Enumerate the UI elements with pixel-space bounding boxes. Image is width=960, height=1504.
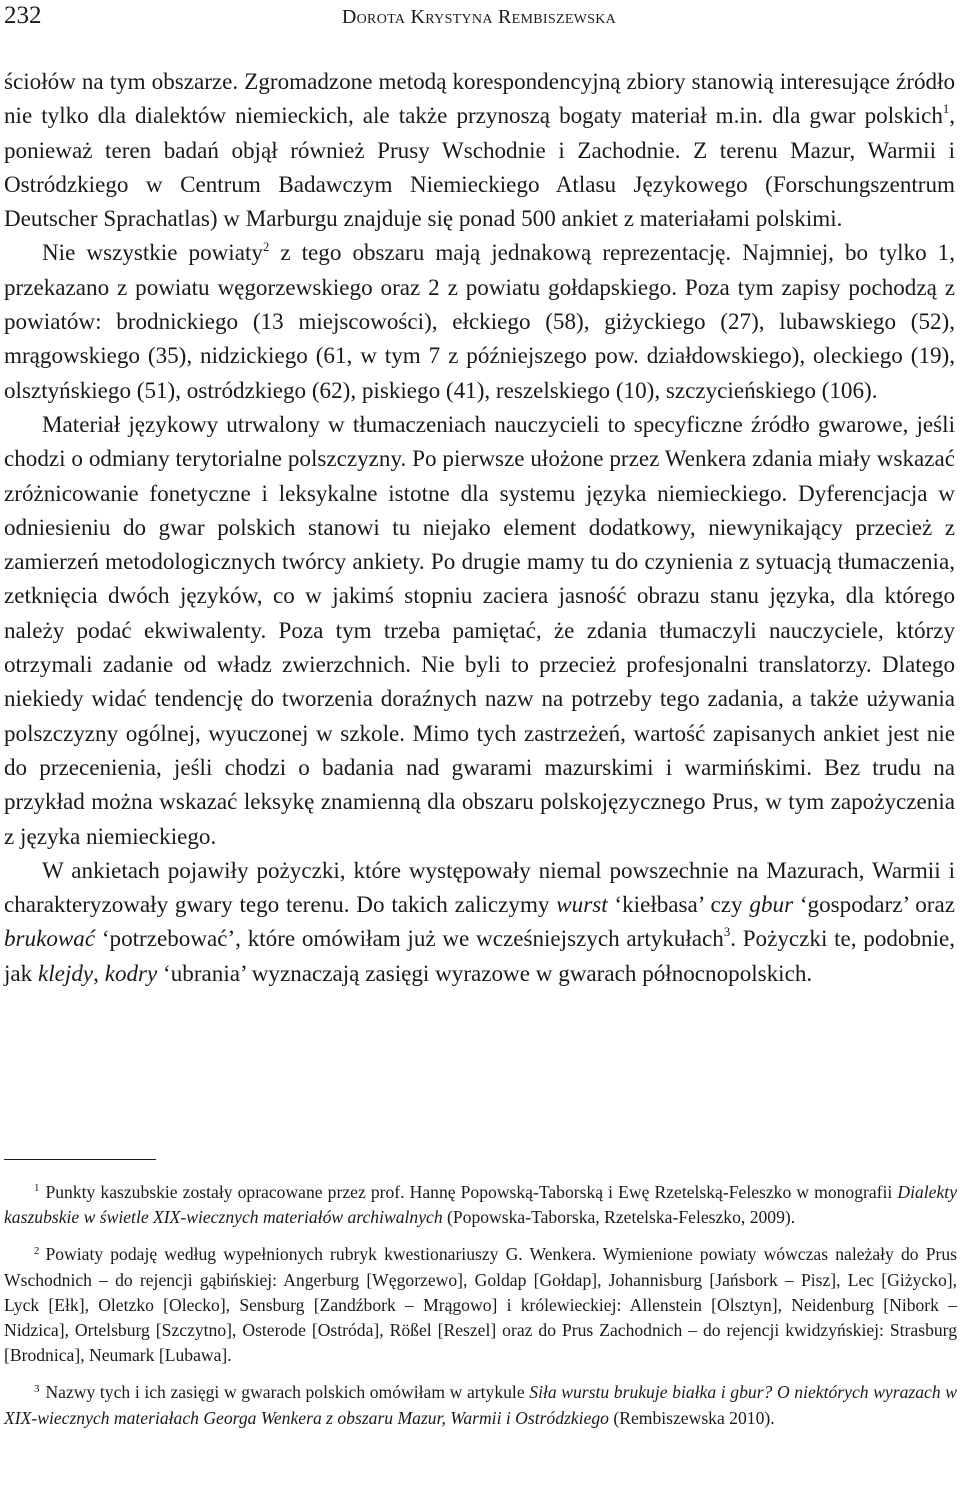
paragraph-text: W ankietach pojawiły pożyczki, które występowały niemal powszechnie na Mazurach, Warmii i charakteryzowały gwary tego terenu. Do takich zaliczymy bbox=[4, 856, 955, 918]
paragraph-text: ‘gospodarz’ oraz bbox=[793, 891, 955, 918]
paragraph-text: ‘potrzebować’, które omówiłam już we wcześniejszych artykułach bbox=[95, 925, 724, 952]
italic-title: Dialekty kaszubskie w świetle XIX-wiecznych materiałów archiwalnych bbox=[4, 1182, 957, 1228]
paragraph-text: z tego obszaru mają jednakową reprezentację. Najmniej, bo tylko 1, przekazano z powiatu węgorzewskiego oraz 2 z powiatu gołdapskiego. Poza tym zapisy pochodzą z powiatów: brodnickiego (13 miejscowości), ełckiego (58), giżyckiego (27), lubawskiego (52), mrągowskiego (35), nidzickiego (61, w tym 7 z późniejszego pow. działdowskiego), oleckiego (19), olsztyńskiego (51), ostródzkiego (62), piskiego (41), reszelskiego (10), szczycieńskiego (106). bbox=[4, 239, 955, 403]
footnote-text: Powiaty podaję według wypełnionych rubryk kwestionariuszy G. Wenkera. Wymienione powiaty wówczas należały do Prus Wschodnich – do rejencji gąbińskiej: Angerburg [Węgorzewo], Goldap [Gołdap], Johannisburg [Jańsbork – Pisz], Lec [Giżycko], Lyck [Ełk], Oletzko [Olecko], Sensburg [Zandźbork – Mrągowo] i królewieckiej: Allenstein [Olsztyn], Neidenburg [Nibork – Nidzica], Ortelsburg [Szczytno], Osterode [Ostróda], Rößel [Reszel] oraz do Prus Zachodnich – do rejencji kwidzyńskiej: Strasburg [Brodnica], Neumark [Lubawa]. bbox=[4, 1244, 957, 1366]
main-text bbox=[4, 64, 955, 990]
paragraph-text: ‘ubrania’ wyznaczają zasięgi wyrazowe w gwarach północnopolskich. bbox=[157, 959, 813, 986]
footnote-ref-1: 1 bbox=[942, 102, 950, 117]
italic-term: brukować bbox=[4, 925, 96, 952]
footnote-2 bbox=[4, 1242, 957, 1368]
running-head: Dorota Krystyna Rembiszewska bbox=[341, 6, 617, 28]
italic-title: Siła wurstu brukuje białka i gbur? O niektórych wyrazach w XIX-wiecznych materiałach Georga Wenkera z obszaru Mazur, Warmii i Ostródzkiego bbox=[4, 1382, 957, 1428]
footnote-ref-3: 3 bbox=[723, 925, 731, 940]
paragraph-1 bbox=[4, 64, 955, 235]
footnote-text: Punkty kaszubskie zostały opracowane przez prof. Hannę Popowską-Taborską i Ewę Rzetelską-Feleszko w monografii bbox=[45, 1182, 898, 1202]
footnote-text: (Popowska-Taborska, Rzetelska-Feleszko, 2009). bbox=[442, 1207, 796, 1228]
paragraph-text: . Pożyczki te, podobnie, jak bbox=[4, 925, 956, 986]
italic-term: klejdy bbox=[38, 959, 94, 986]
paragraph-text: , bbox=[93, 959, 105, 986]
footnote-mark: 2 bbox=[34, 1244, 40, 1257]
page-number: 232 bbox=[4, 2, 42, 29]
italic-term: kodry bbox=[104, 959, 158, 986]
footnote-text: (Rembiszewska 2010). bbox=[608, 1407, 775, 1428]
italic-term: wurst bbox=[556, 891, 608, 918]
footnote-mark: 1 bbox=[34, 1182, 40, 1195]
page-header bbox=[4, 0, 954, 34]
footnote-1 bbox=[4, 1180, 957, 1230]
paragraph-text: Nie wszystkie powiaty bbox=[42, 239, 263, 266]
footnote-ref-2: 2 bbox=[262, 239, 270, 254]
footnote-separator bbox=[4, 1159, 156, 1160]
footnote-3 bbox=[4, 1380, 957, 1430]
paragraph-4 bbox=[4, 853, 955, 990]
footnote-text: Nazwy tych i ich zasięgi w gwarach polskich omówiłam w artykule bbox=[45, 1382, 530, 1403]
footnotes bbox=[4, 1180, 957, 1443]
paragraph-3: Materiał językowy utrwalony w tłumaczeniach nauczycieli to specyficzne źródło gwarowe, jeśli chodzi o odmiany terytorialne polszczyzny. Po pierwsze ułożone przez Wenkera zdania miały wskazać zróżnicowanie fonetyczne i leksykalne istotne dla systemu języka niemieckiego. Dyferencjacja w odniesieniu do gwar polskich stanowi tu niejako element dodatkowy, niewynikający przecież z zamierzeń metodologicznych twórcy ankiety. Po drugie mamy tu do czynienia z sytuacją tłumaczenia, zetknięcia dwóch języków, co w jakimś stopniu zaciera jasność obrazu stanu języka, dla którego należy podać ekwiwalenty. Poza tym trzeba pamiętać, że zdania tłumaczyli nauczyciele, którzy otrzymali zadanie od władz zwierzchnich. Nie byli to przecież profesjonalni translatorzy. Dlatego niekiedy widać tendencję do tworzenia doraźnych nazw na potrzeby tego zadania, a także używania polszczyzny ogólnej, wyuczonej w szkole. Mimo tych zastrzeżeń, wartość zapisanych ankiet jest nie do przecenienia, jeśli chodzi o badania nad gwarami mazurskimi i warmińskimi. Bez trudu na przykład można wskazać leksykę znamienną dla obszaru polskojęzycznego Prus, w tym zapożyczenia z języka niemieckiego. bbox=[4, 410, 955, 849]
footnote-mark: 3 bbox=[34, 1382, 40, 1395]
paragraph-text: , ponieważ teren badań objął również Prusy Wschodnie i Zachodnie. Z terenu Mazur, Warmii i Ostródzkiego w Centrum Badawczym Niemieckiego Atlasu Językowego (Forschungszentrum Deutscher Sprachatlas) w Marburgu znajduje się ponad 500 ankiet z materiałami polskimi. bbox=[4, 102, 955, 232]
italic-term: gbur bbox=[749, 891, 794, 918]
paragraph-text: ściołów na tym obszarze. Zgromadzone metodą korespondencyjną zbiory stanowią interesujące źródło nie tylko dla dialektów niemieckich, ale także przynoszą bogaty materiał m.in. dla gwar polskich bbox=[4, 68, 955, 129]
paragraph-2 bbox=[4, 235, 955, 406]
paragraph-text: ‘kiełbasa’ czy bbox=[607, 891, 750, 918]
